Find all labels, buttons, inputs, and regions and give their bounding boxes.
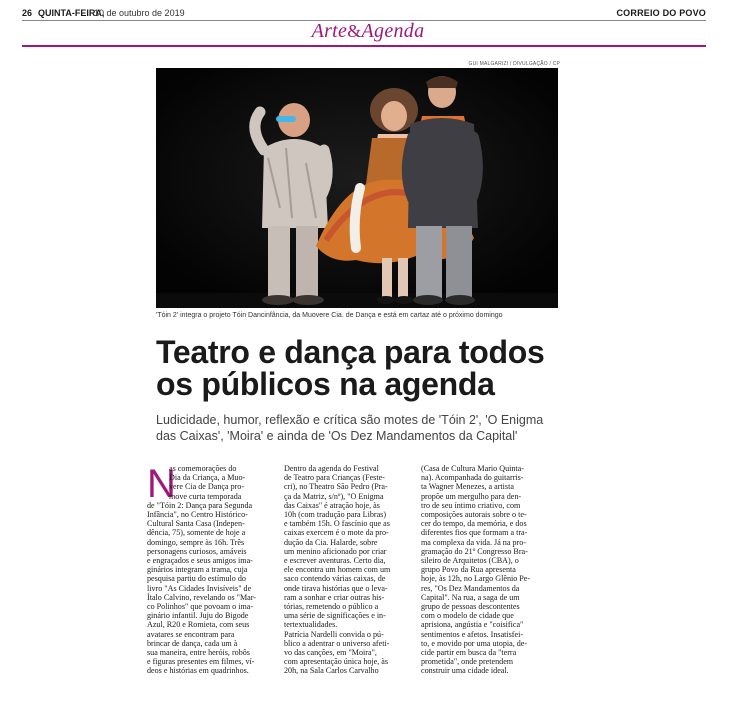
column-line: ram a sonhar e criar outras his- — [284, 592, 385, 602]
column-line: e figuras presentes em filmes, ví- — [147, 657, 255, 667]
column-line: onde tirava histórias que o leva- — [284, 583, 388, 593]
column-line: move curta temporada — [169, 491, 242, 501]
column-line: deos e histórias em quadrinhos. — [147, 666, 249, 676]
photo-caption: 'Tóin 2' integra o projeto Tóin Dancinfância, da Muovere Cia. de Dança e está em cartaz até o próximo domingo — [156, 312, 503, 319]
column-line: Azul, R20 e Romieta, com seus — [147, 620, 250, 630]
subheadline-line-1: Ludicidade, humor, reflexão e crítica são motes de 'Tóin 2', 'O Enigma — [156, 413, 544, 427]
column-line: e também 15h. O fascínio que as — [284, 519, 390, 529]
column-line: tro de seu íntimo criativo, com — [421, 500, 521, 510]
column-line: 20h, na Sala Carlos Carvalho — [284, 666, 379, 676]
column-line: diferentes fios que formam a tra- — [421, 528, 528, 538]
column-line: cer do tempo, da memória, e dos — [421, 519, 527, 529]
column-line: de Teatro para Crianças (Feste- — [284, 473, 385, 483]
subheadline-line-2: das Caixas', 'Moira' e ainda de 'Os Dez Mandamentos da Capital' — [156, 429, 518, 443]
column-line: saco contendo várias caixas, de — [284, 574, 386, 584]
column-line: construir uma cidade ideal. — [421, 666, 509, 676]
column-line: sua maneira, entre heróis, robôs — [147, 648, 250, 658]
column-line: avatares se encontram para — [147, 629, 235, 639]
column-line: Cultural Santa Casa (Indepen- — [147, 519, 245, 529]
column-line: cri), no Theatro São Pedro (Pra- — [284, 482, 388, 492]
column-line: (Casa de Cultura Mario Quinta- — [421, 464, 524, 473]
section-rule — [22, 45, 706, 47]
column-line: um menino aficionado por criar — [284, 546, 387, 556]
column-line: blico a adentrar o universo afeti- — [284, 638, 390, 648]
article-column-1 — [147, 464, 275, 676]
column-line: 10h (com tradução para Libras) — [284, 510, 387, 520]
section-title-part2: Agenda — [361, 20, 425, 42]
column-line: ta Wagner Menezes, a artista — [421, 482, 514, 492]
column-line: Dia da Criança, a Muo- — [169, 473, 246, 483]
section-title — [0, 20, 736, 43]
page-number: 26 — [22, 8, 33, 18]
column-line: domingo, sempre às 16h. Três — [147, 537, 245, 547]
column-line: ça da Matriz, s/nº), "O Enigma — [284, 491, 384, 501]
article-column-2 — [284, 464, 412, 676]
column-line: ele encontra um homem com um — [284, 565, 391, 575]
section-title-part1: Arte — [311, 20, 348, 42]
column-line: prometida", onde pretendem — [421, 657, 514, 667]
headline-line-1: Teatro e dança para todos — [156, 334, 545, 370]
column-line: vo das canções, em "Moira", — [284, 648, 377, 658]
column-line: gramação do 21º Congresso Bra- — [421, 546, 528, 556]
column-line: Infância", no Centro Histórico- — [147, 510, 248, 520]
column-line: sentimentos e afetos. Insatisfei- — [421, 629, 524, 639]
column-line: dência, 75), somente de hoje a — [147, 528, 246, 538]
column-line: grupo de pessoas descontentes — [421, 602, 520, 612]
newspaper-name: CORREIO DO POVO — [616, 8, 706, 18]
column-line: de "Tóin 2: Dança para Segunda — [147, 500, 253, 510]
column-line: livro "As Cidades Invisíveis" de — [147, 583, 252, 593]
column-line: caixas exercem é o mote da pro- — [284, 528, 389, 538]
column-line: Capital". Na rua, a saga de um — [421, 592, 520, 602]
column-line: ma complexa da vida. Já na pro- — [421, 537, 526, 547]
column-line: tórias, remetendo o público a — [284, 602, 379, 612]
stage-performers-illustration — [156, 68, 558, 308]
column-line: Patrícia Nardelli convida o pú- — [284, 629, 384, 639]
column-line: das Caixas" é atração hoje, às — [284, 500, 380, 510]
column-line: na). Acompanhada do guitarris- — [421, 473, 524, 483]
column-line: e engraçados e seus amigos ima- — [147, 556, 253, 566]
column-line: tertextualidades. — [284, 620, 338, 630]
article-column-3 — [421, 464, 549, 676]
column-line: Dentro da agenda do Festival — [284, 464, 379, 473]
column-line: Ítalo Calvino, revelando os "Mar- — [147, 592, 257, 602]
column-line: pesquisa partiu do estímulo do — [147, 574, 246, 584]
column-line: propõe um mergulho para den- — [421, 491, 522, 501]
column-line: composições autorais sobre o te- — [421, 510, 527, 520]
headline — [156, 336, 576, 400]
column-line: co Polinhos" que povoam o ima- — [147, 602, 254, 612]
column-line: grupo Povo da Rua apresenta — [421, 565, 516, 575]
photo-credit: GUI MALGARIZI / DIVULGAÇÃO / CP — [468, 61, 560, 67]
subheadline — [156, 412, 576, 444]
column-line: dução da Cia. Halarde, sobre — [284, 537, 378, 547]
column-line: ginários integram a trama, cuja — [147, 565, 248, 575]
column-line: uma série de significações e in- — [284, 611, 386, 621]
column-line: com apresentação única hoje, às — [284, 657, 389, 667]
weekday: QUINTA-FEIRA, — [38, 8, 105, 18]
column-line: sileiro de Arquitetos (CBA), o — [421, 556, 519, 566]
column-line: e escrever aventuras. Certo dia, — [284, 556, 386, 566]
column-line: as comemorações do — [169, 464, 237, 473]
column-line: aprisiona, angústia e "coisifica" — [421, 620, 524, 630]
column-line: ginário infantil. Juju do Bigode — [147, 611, 249, 621]
article-photo — [156, 68, 558, 308]
column-line: vere Cia de Dança pro- — [169, 482, 245, 492]
column-line: hoje, às 12h, no Largo Glênio Pe- — [421, 574, 531, 584]
drop-cap: N — [147, 462, 176, 506]
issue-date: 10 de outubro de 2019 — [94, 8, 185, 18]
column-line: res, "Os Dez Mandamentos da — [421, 583, 520, 593]
column-line: to, e movido por uma utopia, de- — [421, 638, 528, 648]
column-line: brincar de dança, cada um à — [147, 638, 238, 648]
column-line: personagens curiosos, amáveis — [147, 546, 247, 556]
column-line: com o modelo de cidade que — [421, 611, 514, 621]
section-ampersand: & — [347, 21, 362, 41]
column-line: cide partir em busca da "terra — [421, 648, 517, 658]
headline-line-2: os públicos na agenda — [156, 366, 495, 402]
